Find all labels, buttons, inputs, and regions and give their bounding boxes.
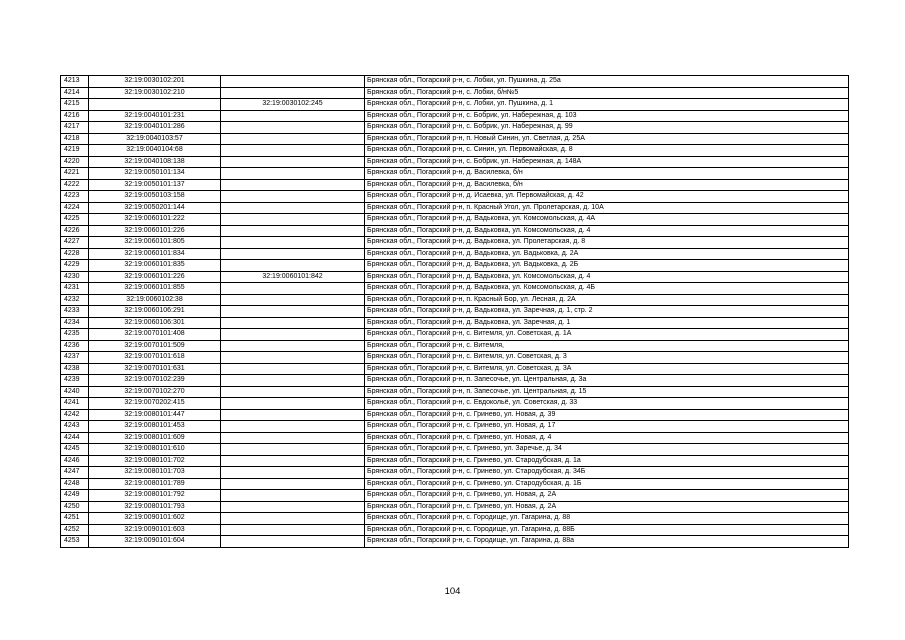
- linked-cadastral-number-cell: [221, 513, 365, 525]
- cadastral-number-cell: 32:19:0080101:793: [89, 501, 221, 513]
- address-cell: Брянская обл., Погарский р-н, д. Вадьковка, ул. Комсомольская, д. 4Б: [365, 283, 849, 295]
- table-row: [61, 352, 849, 364]
- table-row: [61, 467, 849, 479]
- row-number-cell: 4240: [61, 386, 89, 398]
- address-cell: Брянская обл., Погарский р-н, п. Красный Угол, ул. Пролетарская, д. 10А: [365, 202, 849, 214]
- linked-cadastral-number-cell: [221, 283, 365, 295]
- cadastral-number-cell: 32:19:0050101:134: [89, 168, 221, 180]
- table-row: [61, 421, 849, 433]
- linked-cadastral-number-cell: [221, 317, 365, 329]
- cadastral-number-cell: 32:19:0060101:855: [89, 283, 221, 295]
- linked-cadastral-number-cell: [221, 133, 365, 145]
- row-number-cell: 4222: [61, 179, 89, 191]
- linked-cadastral-number-cell: [221, 145, 365, 157]
- address-cell: Брянская обл., Погарский р-н, с. Гринево, ул. Новая, д. 2А: [365, 501, 849, 513]
- linked-cadastral-number-cell: [221, 363, 365, 375]
- table-row: [61, 478, 849, 490]
- table-row: [61, 444, 849, 456]
- address-cell: Брянская обл., Погарский р-н, д. Василевка, б/н: [365, 168, 849, 180]
- table-row: [61, 271, 849, 283]
- linked-cadastral-number-cell: [221, 340, 365, 352]
- table-row: [61, 490, 849, 502]
- cadastral-number-cell: 32:19:0070202:415: [89, 398, 221, 410]
- cadastral-number-cell: [89, 99, 221, 111]
- address-cell: Брянская обл., Погарский р-н, с. Витемля, ул. Советская, д. 3А: [365, 363, 849, 375]
- address-cell: Брянская обл., Погарский р-н, с. Лобки, ул. Пушкина, д. 25а: [365, 76, 849, 88]
- cadastral-number-cell: 32:19:0070101:408: [89, 329, 221, 341]
- table-row: [61, 386, 849, 398]
- address-cell: Брянская обл., Погарский р-н, д. Вадьковка, ул. Пролетарская, д. 8: [365, 237, 849, 249]
- row-number-cell: 4219: [61, 145, 89, 157]
- table-row: [61, 375, 849, 387]
- address-cell: Брянская обл., Погарский р-н, с. Гринево, ул. Стародубская, д. 1Б: [365, 478, 849, 490]
- cadastral-number-cell: 32:19:0080101:610: [89, 444, 221, 456]
- row-number-cell: 4227: [61, 237, 89, 249]
- linked-cadastral-number-cell: [221, 306, 365, 318]
- cadastral-number-cell: 32:19:0080101:792: [89, 490, 221, 502]
- table-body: [61, 76, 849, 548]
- cadastral-number-cell: 32:19:0050103:158: [89, 191, 221, 203]
- cadastral-number-cell: 32:19:0080101:609: [89, 432, 221, 444]
- table-row: [61, 179, 849, 191]
- row-number-cell: 4229: [61, 260, 89, 272]
- cadastral-number-cell: 32:19:0080101:789: [89, 478, 221, 490]
- address-cell: Брянская обл., Погарский р-н, д. Вадьковка, ул. Заречная, д. 1: [365, 317, 849, 329]
- table-row: [61, 168, 849, 180]
- table-row: [61, 317, 849, 329]
- row-number-cell: 4215: [61, 99, 89, 111]
- cadastral-number-cell: 32:19:0040101:286: [89, 122, 221, 134]
- cadastral-number-cell: 32:19:0060101:835: [89, 260, 221, 272]
- cadastral-number-cell: 32:19:0040101:231: [89, 110, 221, 122]
- table-row: [61, 237, 849, 249]
- linked-cadastral-number-cell: [221, 375, 365, 387]
- row-number-cell: 4245: [61, 444, 89, 456]
- address-cell: Брянская обл., Погарский р-н, с. Витемля, ул. Советская, д. 3: [365, 352, 849, 364]
- table-row: [61, 501, 849, 513]
- table-row: [61, 110, 849, 122]
- address-cell: Брянская обл., Погарский р-н, с. Гринево, ул. Стародубская, д. 34Б: [365, 467, 849, 479]
- address-cell: Брянская обл., Погарский р-н, с. Гринево, ул. Новая, д. 4: [365, 432, 849, 444]
- table-row: [61, 409, 849, 421]
- linked-cadastral-number-cell: [221, 110, 365, 122]
- linked-cadastral-number-cell: [221, 214, 365, 226]
- row-number-cell: 4231: [61, 283, 89, 295]
- row-number-cell: 4216: [61, 110, 89, 122]
- row-number-cell: 4251: [61, 513, 89, 525]
- address-cell: Брянская обл., Погарский р-н, с. Витемля, ул. Советская, д. 1А: [365, 329, 849, 341]
- linked-cadastral-number-cell: [221, 524, 365, 536]
- row-number-cell: 4218: [61, 133, 89, 145]
- address-cell: Брянская обл., Погарский р-н, с. Гринево, ул. Стародубская, д. 1а: [365, 455, 849, 467]
- cadastral-number-cell: 32:19:0070102:239: [89, 375, 221, 387]
- address-cell: Брянская обл., Погарский р-н, с. Городище, ул. Гагарина, д. 88: [365, 513, 849, 525]
- row-number-cell: 4243: [61, 421, 89, 433]
- row-number-cell: 4213: [61, 76, 89, 88]
- table-row: [61, 363, 849, 375]
- address-cell: Брянская обл., Погарский р-н, с. Витемля,: [365, 340, 849, 352]
- linked-cadastral-number-cell: [221, 76, 365, 88]
- linked-cadastral-number-cell: [221, 156, 365, 168]
- cadastral-number-cell: 32:19:0060101:226: [89, 225, 221, 237]
- row-number-cell: 4237: [61, 352, 89, 364]
- row-number-cell: 4246: [61, 455, 89, 467]
- table-row: [61, 214, 849, 226]
- linked-cadastral-number-cell: [221, 432, 365, 444]
- linked-cadastral-number-cell: [221, 536, 365, 548]
- table-row: [61, 248, 849, 260]
- table-row: [61, 536, 849, 548]
- cadastral-number-cell: 32:19:0060101:805: [89, 237, 221, 249]
- cadastral-number-cell: 32:19:0080101:702: [89, 455, 221, 467]
- linked-cadastral-number-cell: 32:19:0060101:842: [221, 271, 365, 283]
- row-number-cell: 4217: [61, 122, 89, 134]
- row-number-cell: 4214: [61, 87, 89, 99]
- cadastral-number-cell: 32:19:0070102:270: [89, 386, 221, 398]
- linked-cadastral-number-cell: [221, 179, 365, 191]
- cadastral-number-cell: 32:19:0080101:447: [89, 409, 221, 421]
- address-cell: Брянская обл., Погарский р-н, с. Гринево, ул. Заречье, д. 34: [365, 444, 849, 456]
- address-cell: Брянская обл., Погарский р-н, д. Вадьковка, ул. Комсомольская, д. 4: [365, 271, 849, 283]
- linked-cadastral-number-cell: [221, 191, 365, 203]
- linked-cadastral-number-cell: [221, 168, 365, 180]
- cadastral-number-cell: 32:19:0060106:301: [89, 317, 221, 329]
- address-cell: Брянская обл., Погарский р-н, д. Вадьковка, ул. Вадьковка, д. 2Б: [365, 260, 849, 272]
- address-cell: Брянская обл., Погарский р-н, с. Бобрик, ул. Набережная, д. 103: [365, 110, 849, 122]
- row-number-cell: 4252: [61, 524, 89, 536]
- cadastral-number-cell: 32:19:0090101:604: [89, 536, 221, 548]
- linked-cadastral-number-cell: [221, 444, 365, 456]
- address-cell: Брянская обл., Погарский р-н, д. Исаевка, ул. Первомайская, д. 42: [365, 191, 849, 203]
- row-number-cell: 4244: [61, 432, 89, 444]
- row-number-cell: 4249: [61, 490, 89, 502]
- row-number-cell: 4230: [61, 271, 89, 283]
- address-cell: Брянская обл., Погарский р-н, с. Гринево, ул. Новая, д. 17: [365, 421, 849, 433]
- linked-cadastral-number-cell: [221, 455, 365, 467]
- cadastral-number-cell: 32:19:0040108:138: [89, 156, 221, 168]
- linked-cadastral-number-cell: [221, 490, 365, 502]
- cadastral-number-cell: 32:19:0040103:57: [89, 133, 221, 145]
- linked-cadastral-number-cell: 32:19:0030102:245: [221, 99, 365, 111]
- address-cell: Брянская обл., Погарский р-н, с. Городище, ул. Гагарина, д. 88а: [365, 536, 849, 548]
- table-row: [61, 329, 849, 341]
- linked-cadastral-number-cell: [221, 237, 365, 249]
- row-number-cell: 4223: [61, 191, 89, 203]
- address-cell: Брянская обл., Погарский р-н, с. Бобрик, ул. Набережная, д. 99: [365, 122, 849, 134]
- row-number-cell: 4242: [61, 409, 89, 421]
- table-row: [61, 340, 849, 352]
- address-cell: Брянская обл., Погарский р-н, с. Бобрик, ул. Набережная, д. 148А: [365, 156, 849, 168]
- row-number-cell: 4228: [61, 248, 89, 260]
- linked-cadastral-number-cell: [221, 248, 365, 260]
- linked-cadastral-number-cell: [221, 260, 365, 272]
- row-number-cell: 4250: [61, 501, 89, 513]
- table-row: [61, 202, 849, 214]
- address-cell: Брянская обл., Погарский р-н, с. Евдокольё, ул. Советская, д. 33: [365, 398, 849, 410]
- linked-cadastral-number-cell: [221, 202, 365, 214]
- row-number-cell: 4226: [61, 225, 89, 237]
- linked-cadastral-number-cell: [221, 352, 365, 364]
- row-number-cell: 4236: [61, 340, 89, 352]
- row-number-cell: 4221: [61, 168, 89, 180]
- address-cell: Брянская обл., Погарский р-н, с. Лобки, б/н№5: [365, 87, 849, 99]
- address-cell: Брянская обл., Погарский р-н, с. Городище, ул. Гагарина, д. 88Б: [365, 524, 849, 536]
- cadastral-number-cell: 32:19:0050201:144: [89, 202, 221, 214]
- address-cell: Брянская обл., Погарский р-н, д. Вадьковка, ул. Комсомольская, д. 4А: [365, 214, 849, 226]
- row-number-cell: 4238: [61, 363, 89, 375]
- cadastral-number-cell: 32:19:0030102:201: [89, 76, 221, 88]
- address-cell: Брянская обл., Погарский р-н, д. Вадьковка, ул. Вадьковка, д. 2А: [365, 248, 849, 260]
- table-row: [61, 122, 849, 134]
- row-number-cell: 4225: [61, 214, 89, 226]
- linked-cadastral-number-cell: [221, 122, 365, 134]
- row-number-cell: 4232: [61, 294, 89, 306]
- cadastral-number-cell: 32:19:0090101:602: [89, 513, 221, 525]
- table-row: [61, 156, 849, 168]
- cadastral-number-cell: 32:19:0070101:631: [89, 363, 221, 375]
- linked-cadastral-number-cell: [221, 386, 365, 398]
- table-row: [61, 99, 849, 111]
- address-cell: Брянская обл., Погарский р-н, с. Лобки, ул. Пушкина, д. 1: [365, 99, 849, 111]
- row-number-cell: 4239: [61, 375, 89, 387]
- row-number-cell: 4224: [61, 202, 89, 214]
- table-row: [61, 455, 849, 467]
- cadastral-number-cell: 32:19:0060102:38: [89, 294, 221, 306]
- address-cell: Брянская обл., Погарский р-н, п. Красный Бор, ул. Лесная, д. 2А: [365, 294, 849, 306]
- table-row: [61, 191, 849, 203]
- table-row: [61, 432, 849, 444]
- cadastral-number-cell: 32:19:0080101:703: [89, 467, 221, 479]
- page-number: 104: [444, 586, 461, 597]
- address-cell: Брянская обл., Погарский р-н, с. Синин, ул. Первомайская, д. 8: [365, 145, 849, 157]
- row-number-cell: 4220: [61, 156, 89, 168]
- linked-cadastral-number-cell: [221, 467, 365, 479]
- linked-cadastral-number-cell: [221, 329, 365, 341]
- cadastral-number-cell: 32:19:0060106:291: [89, 306, 221, 318]
- row-number-cell: 4241: [61, 398, 89, 410]
- linked-cadastral-number-cell: [221, 501, 365, 513]
- address-cell: Брянская обл., Погарский р-н, д. Василевка, б/н: [365, 179, 849, 191]
- cadastral-number-cell: 32:19:0050101:137: [89, 179, 221, 191]
- address-cell: Брянская обл., Погарский р-н, п. Новый Синин, ул. Светлая, д. 25А: [365, 133, 849, 145]
- table-row: [61, 398, 849, 410]
- cadastral-number-cell: 32:19:0060101:222: [89, 214, 221, 226]
- address-cell: Брянская обл., Погарский р-н, д. Вадьковка, ул. Комсомольская, д. 4: [365, 225, 849, 237]
- cadastral-number-cell: 32:19:0070101:509: [89, 340, 221, 352]
- table-row: [61, 225, 849, 237]
- property-table: [60, 75, 849, 548]
- table-row: [61, 260, 849, 272]
- row-number-cell: 4234: [61, 317, 89, 329]
- row-number-cell: 4235: [61, 329, 89, 341]
- address-cell: Брянская обл., Погарский р-н, с. Гринево, ул. Новая, д. 39: [365, 409, 849, 421]
- linked-cadastral-number-cell: [221, 87, 365, 99]
- table-row: [61, 145, 849, 157]
- row-number-cell: 4253: [61, 536, 89, 548]
- table-row: [61, 133, 849, 145]
- table-row: [61, 87, 849, 99]
- row-number-cell: 4248: [61, 478, 89, 490]
- table-row: [61, 76, 849, 88]
- cadastral-number-cell: 32:19:0090101:603: [89, 524, 221, 536]
- table-row: [61, 283, 849, 295]
- cadastral-number-cell: 32:19:0060101:226: [89, 271, 221, 283]
- linked-cadastral-number-cell: [221, 294, 365, 306]
- address-cell: Брянская обл., Погарский р-н, с. Гринево, ул. Новая, д. 2А: [365, 490, 849, 502]
- cadastral-number-cell: 32:19:0070101:618: [89, 352, 221, 364]
- cadastral-number-cell: 32:19:0060101:834: [89, 248, 221, 260]
- table-row: [61, 306, 849, 318]
- address-cell: Брянская обл., Погарский р-н, п. Запесочье, ул. Центральная, д. 15: [365, 386, 849, 398]
- linked-cadastral-number-cell: [221, 478, 365, 490]
- linked-cadastral-number-cell: [221, 398, 365, 410]
- cadastral-number-cell: 32:19:0040104:68: [89, 145, 221, 157]
- table-row: [61, 513, 849, 525]
- linked-cadastral-number-cell: [221, 409, 365, 421]
- row-number-cell: 4247: [61, 467, 89, 479]
- cadastral-number-cell: 32:19:0080101:453: [89, 421, 221, 433]
- address-cell: Брянская обл., Погарский р-н, д. Вадьковка, ул. Заречная, д. 1, стр. 2: [365, 306, 849, 318]
- table-row: [61, 524, 849, 536]
- row-number-cell: 4233: [61, 306, 89, 318]
- linked-cadastral-number-cell: [221, 225, 365, 237]
- address-cell: Брянская обл., Погарский р-н, п. Запесочье, ул. Центральная, д. 3а: [365, 375, 849, 387]
- linked-cadastral-number-cell: [221, 421, 365, 433]
- cadastral-number-cell: 32:19:0030102:210: [89, 87, 221, 99]
- table-row: [61, 294, 849, 306]
